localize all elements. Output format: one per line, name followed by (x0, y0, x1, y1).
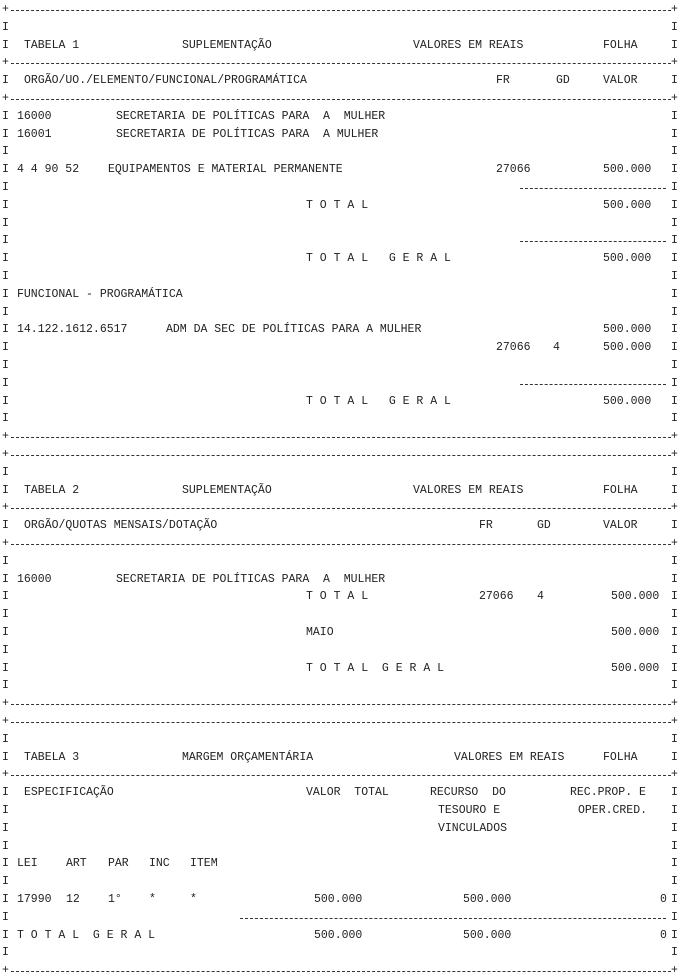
border-right: I (671, 679, 678, 693)
document-line (0, 660, 683, 678)
document-line (0, 126, 683, 144)
border-left: I (2, 465, 9, 479)
border-right: I (671, 198, 678, 212)
border-right: I (671, 608, 678, 622)
border-left: I (2, 786, 9, 800)
border-right: I (671, 287, 678, 301)
border-left: I (2, 234, 9, 248)
document-line (0, 588, 683, 606)
law-header-art: ART (66, 857, 87, 871)
border-rule-line (0, 766, 683, 784)
border-right: I (671, 590, 678, 604)
border-right: I (671, 946, 678, 960)
border-right: I (671, 750, 678, 764)
table-1-header-gd: GD (556, 74, 570, 88)
program-gd: 4 (553, 341, 560, 355)
border-corner: + (671, 56, 678, 70)
border-left: I (2, 626, 9, 639)
border-corner: + (2, 92, 9, 105)
border-right: I (671, 305, 678, 319)
header-recurso: TESOURO E (438, 804, 501, 817)
border-left: I (2, 38, 9, 52)
uo-name: SECRETARIA DE POLÍTICAS PARA A MULHER (116, 127, 379, 141)
row-item: * (190, 893, 197, 906)
border-right: I (671, 804, 678, 817)
border-left: I (2, 608, 9, 622)
document-line (0, 37, 683, 55)
table-3-title: TABELA 3 (24, 750, 80, 764)
table-2-header-valor: VALOR (603, 519, 638, 533)
total-geral-rec-prop: 0 (660, 928, 667, 942)
law-header-lei: LEI (17, 857, 38, 871)
border-corner: + (2, 56, 9, 70)
border-right: I (671, 216, 678, 230)
header-rec-prop: REC.PROP. E (570, 786, 646, 800)
total-geral-valor: 500.000 (603, 394, 652, 408)
border-rule-line (0, 54, 683, 72)
element-name: EQUIPAMENTOS E MATERIAL PERMANENTE (108, 163, 343, 177)
document-line (0, 286, 683, 304)
border-corner: + (671, 715, 678, 728)
law-header-item: ITEM (190, 857, 218, 871)
org-name: SECRETARIA DE POLÍTICAS PARA A MULHER (116, 109, 386, 123)
subtotal-rule (520, 241, 666, 242)
uo-code: 16001 (17, 127, 52, 141)
border-corner: + (2, 697, 9, 711)
border-rule (11, 775, 671, 776)
border-right: I (671, 519, 678, 533)
border-corner: + (2, 964, 9, 978)
border-left: I (2, 875, 9, 889)
border-right: I (671, 323, 678, 337)
border-rule (11, 722, 671, 723)
border-left: I (2, 572, 9, 586)
border-corner: + (671, 448, 678, 461)
border-left: I (2, 412, 9, 426)
border-right: I (671, 38, 678, 52)
border-right: I (671, 875, 678, 889)
border-corner: + (671, 501, 678, 515)
document-line (0, 891, 683, 909)
table-1-title: TABELA 1 (24, 38, 80, 52)
total-geral-label: T O T A L G E R A L (306, 252, 451, 266)
law-header-par: PAR (108, 857, 129, 871)
row-recurso: 500.000 (463, 893, 512, 906)
document-line (0, 464, 683, 482)
table-2-values-label: VALORES EM REAIS (413, 483, 524, 497)
border-right: I (671, 786, 678, 800)
total-label: T O T A L (306, 590, 369, 604)
border-rule-line (0, 695, 683, 713)
border-left: I (2, 590, 9, 604)
border-right: I (671, 839, 678, 853)
month-valor: 500.000 (611, 626, 660, 639)
border-right: I (671, 270, 678, 283)
law-header-inc: INC (149, 857, 170, 871)
document-line (0, 784, 683, 802)
row-lei: 17990 (17, 893, 52, 906)
border-left: I (2, 732, 9, 746)
table-2-header-fr: FR (479, 519, 493, 533)
total-valor: 500.000 (611, 590, 660, 604)
subtotal-rule (520, 188, 666, 189)
border-corner: + (2, 537, 9, 550)
document-line (0, 19, 683, 37)
org-code: 16000 (17, 109, 52, 123)
document-line (0, 927, 683, 945)
border-right: I (671, 145, 678, 159)
document-line (0, 232, 683, 250)
border-rule (11, 10, 671, 11)
border-right: I (671, 252, 678, 266)
border-right: I (671, 910, 678, 924)
border-corner: + (2, 430, 9, 444)
program-fr: 27066 (496, 341, 531, 355)
border-right: I (671, 661, 678, 675)
header-valor-total: VALOR TOTAL (306, 786, 389, 800)
document-line (0, 642, 683, 660)
table-3-sheet-label: FOLHA (603, 750, 638, 764)
total-geral-recurso: 500.000 (463, 928, 512, 942)
border-rule (11, 971, 671, 972)
border-right: I (671, 893, 678, 906)
border-left: I (2, 305, 9, 319)
month-label: MAIO (306, 626, 334, 639)
border-right: I (671, 163, 678, 177)
border-corner: + (671, 537, 678, 550)
table-2-header-gd: GD (537, 519, 551, 533)
table-2-title: TABELA 2 (24, 483, 80, 497)
border-rule-line (0, 713, 683, 731)
document-line (0, 339, 683, 357)
border-left: I (2, 910, 9, 924)
document-line (0, 161, 683, 179)
table-3-type: MARGEM ORÇAMENTÁRIA (182, 750, 314, 764)
document-line (0, 215, 683, 233)
total-rule (240, 918, 666, 919)
total-gd: 4 (537, 590, 544, 604)
total-geral-label: T O T A L G E R A L (17, 928, 156, 942)
border-left: I (2, 181, 9, 194)
border-rule-line (0, 962, 683, 980)
table-1-type: SUPLEMENTAÇÃO (182, 38, 272, 52)
border-corner: + (2, 448, 9, 461)
document-line (0, 731, 683, 749)
border-rule-line (0, 535, 683, 553)
org-name: SECRETARIA DE POLÍTICAS PARA A MULHER (116, 572, 386, 586)
table-1-header-valor: VALOR (603, 74, 638, 88)
document-line (0, 571, 683, 589)
border-left: I (2, 252, 9, 266)
border-corner: + (671, 430, 678, 444)
border-right: I (671, 394, 678, 408)
border-rule (11, 63, 671, 64)
border-rule (11, 544, 671, 545)
border-left: I (2, 216, 9, 230)
header-recurso: VINCULADOS (438, 821, 508, 835)
border-right: I (671, 412, 678, 426)
border-right: I (671, 857, 678, 871)
document-line (0, 802, 683, 820)
border-right: I (671, 572, 678, 586)
document-line (0, 304, 683, 322)
border-left: I (2, 750, 9, 764)
table-1-header-fr: FR (496, 74, 510, 88)
border-right: I (671, 234, 678, 248)
document-line (0, 268, 683, 286)
border-rule (11, 437, 671, 438)
border-left: I (2, 928, 9, 942)
border-left: I (2, 20, 9, 34)
document-line (0, 624, 683, 642)
document-line (0, 197, 683, 215)
border-rule-line (0, 1, 683, 19)
program-name: ADM DA SEC DE POLÍTICAS PARA A MULHER (166, 323, 422, 337)
border-corner: + (2, 3, 9, 16)
document-line (0, 553, 683, 571)
table-1-sheet-label: FOLHA (603, 38, 638, 52)
border-corner: + (671, 697, 678, 711)
program-code: 14.122.1612.6517 (17, 323, 128, 337)
total-fr: 27066 (479, 590, 514, 604)
element-valor: 500.000 (603, 163, 652, 177)
total-geral-valor: 500.000 (603, 252, 652, 266)
document-line (0, 143, 683, 161)
border-rule-line (0, 446, 683, 464)
border-left: I (2, 554, 9, 568)
border-rule (11, 99, 671, 100)
border-left: I (2, 198, 9, 212)
border-left: I (2, 359, 9, 372)
border-corner: + (671, 964, 678, 978)
document-line (0, 179, 683, 197)
border-right: I (671, 643, 678, 657)
border-corner: + (2, 501, 9, 515)
total-valor: 500.000 (603, 198, 652, 212)
border-left: I (2, 946, 9, 960)
document-line (0, 321, 683, 339)
document-line (0, 375, 683, 393)
border-left: I (2, 127, 9, 141)
border-left: I (2, 483, 9, 497)
border-rule-line (0, 428, 683, 446)
document-line (0, 838, 683, 856)
border-right: I (671, 109, 678, 123)
border-left: I (2, 109, 9, 123)
total-geral-label: T O T A L G E R A L (306, 394, 451, 408)
border-left: I (2, 839, 9, 853)
total-geral-valor: 500.000 (314, 928, 363, 942)
row-rec-prop: 0 (660, 893, 667, 906)
border-corner: + (2, 715, 9, 728)
border-left: I (2, 519, 9, 533)
document-line (0, 72, 683, 90)
total-label: T O T A L (306, 198, 369, 212)
border-right: I (671, 465, 678, 479)
table-2-type: SUPLEMENTAÇÃO (182, 483, 272, 497)
border-left: I (2, 163, 9, 177)
border-right: I (671, 626, 678, 639)
document-line (0, 250, 683, 268)
element-fr: 27066 (496, 163, 531, 177)
header-rec-prop: OPER.CRED. (578, 804, 648, 817)
border-right: I (671, 821, 678, 835)
border-left: I (2, 323, 9, 337)
table-1-header-org: ORGÃO/UO./ELEMENTO/FUNCIONAL/PROGRAMÁTICA (24, 74, 307, 88)
program-valor: 500.000 (603, 323, 652, 337)
border-left: I (2, 893, 9, 906)
border-corner: + (2, 768, 9, 782)
border-right: I (671, 376, 678, 390)
header-recurso: RECURSO DO (430, 786, 506, 800)
border-corner: + (671, 768, 678, 782)
border-left: I (2, 376, 9, 390)
row-par: 1° (108, 893, 122, 906)
funcional-title: FUNCIONAL - PROGRAMÁTICA (17, 287, 183, 301)
border-corner: + (671, 3, 678, 16)
document-line (0, 606, 683, 624)
total-geral-valor: 500.000 (611, 661, 660, 675)
border-right: I (671, 732, 678, 746)
border-right: I (671, 74, 678, 88)
border-right: I (671, 483, 678, 497)
border-left: I (2, 821, 9, 835)
border-right: I (671, 554, 678, 568)
document-line (0, 482, 683, 500)
row-valor-total: 500.000 (314, 893, 363, 906)
document-line (0, 357, 683, 375)
document-line (0, 873, 683, 891)
border-rule (11, 508, 671, 509)
border-left: I (2, 74, 9, 88)
border-corner: + (671, 92, 678, 105)
table-2-sheet-label: FOLHA (603, 483, 638, 497)
border-right: I (671, 127, 678, 141)
border-left: I (2, 661, 9, 675)
document-line (0, 517, 683, 535)
document-line (0, 749, 683, 767)
program-detail-valor: 500.000 (603, 341, 652, 355)
border-left: I (2, 270, 9, 283)
border-left: I (2, 857, 9, 871)
table-2-header-org: ORGÃO/QUOTAS MENSAIS/DOTAÇÃO (24, 519, 218, 533)
table-3-values-label: VALORES EM REAIS (454, 750, 565, 764)
border-rule (11, 455, 671, 456)
border-rule-line (0, 499, 683, 517)
border-right: I (671, 181, 678, 194)
element-code: 4 4 90 52 (17, 163, 80, 177)
document-line (0, 108, 683, 126)
border-right: I (671, 341, 678, 355)
border-left: I (2, 341, 9, 355)
border-right: I (671, 20, 678, 34)
row-art: 12 (66, 893, 80, 906)
org-code: 16000 (17, 572, 52, 586)
border-left: I (2, 643, 9, 657)
row-inc: * (149, 893, 156, 906)
subtotal-rule (520, 384, 666, 385)
document-line (0, 677, 683, 695)
border-right: I (671, 928, 678, 942)
document-line (0, 909, 683, 927)
border-rule-line (0, 90, 683, 108)
border-right: I (671, 359, 678, 372)
border-left: I (2, 145, 9, 159)
border-left: I (2, 394, 9, 408)
document-line (0, 393, 683, 411)
header-spec: ESPECIFICAÇÃO (24, 786, 114, 800)
document-line (0, 410, 683, 428)
document-line (0, 855, 683, 873)
document-line (0, 944, 683, 962)
table-1-values-label: VALORES EM REAIS (413, 38, 524, 52)
border-left: I (2, 287, 9, 301)
document-line (0, 820, 683, 838)
border-left: I (2, 804, 9, 817)
border-rule (11, 704, 671, 705)
total-geral-label: T O T A L G E R A L (306, 661, 445, 675)
border-left: I (2, 679, 9, 693)
